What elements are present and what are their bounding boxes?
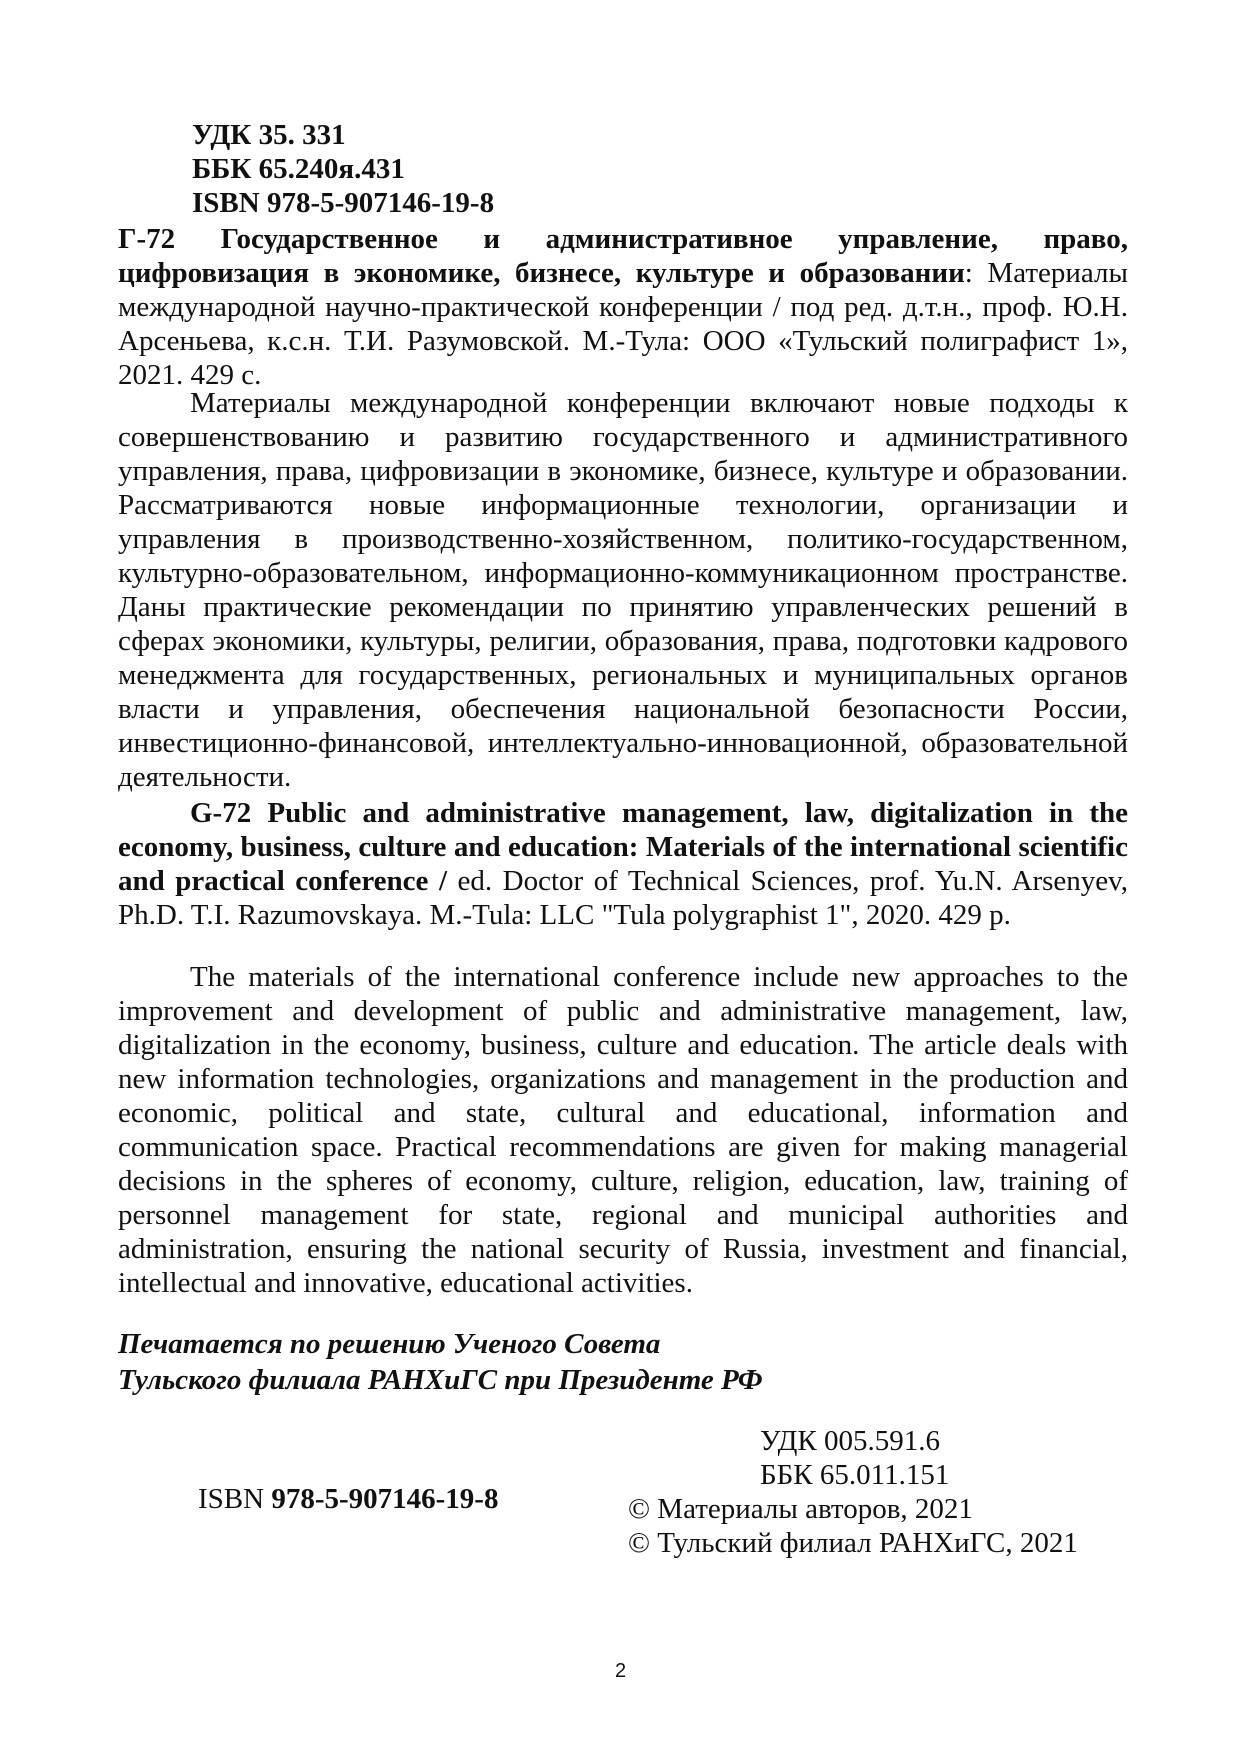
en-abstract: The materials of the international conference include new approaches to the improvement and development of public and administrative management, law, digitalization in the economy, business, culture and education. The article deals with new information technologies, organizations and management in the production and economic, political and state, cultural and educational, information and communication space. Practical recommendations are given for making managerial decisions in the spheres of economy, culture, religion, education, law, training of personnel management for state, regional and municipal authorities and administration, ensuring the national security of Russia, investment and financial, intellectual and innovative, educational activities. bbox=[118, 961, 1128, 1299]
en-reference-details: ed. Doctor of Technical Sciences, prof. Yu.N. Arsenyev, Ph.D. T.I. Razumovskaya. M.-Tula: LLC "Tula polygraphist 1", 2020. 429 p. bbox=[118, 865, 1128, 931]
ru-abstract: Материалы международной конференции включают новые подходы к совершенствованию и развитию государственного и административного управления, права, цифровизации в экономике, бизнесе, культуре и образовании. Рассматриваются новые информационные технологии, организации и управления в производственно-хозяйственном, политико-государственном, культурно-образовательном, информационно-коммуникационном пространстве. Даны практические рекомендации по принятию управленческих решений в сферах экономики, культуры, религии, образования, права, подготовки кадрового менеджмента для государственных, региональных и муниципальных органов власти и управления, обеспечения национальной безопасности России, инвестиционно-финансовой, интеллектуально-инновационной, образовательной деятельности. bbox=[118, 387, 1128, 793]
ru-reference-title: Г-72 Государственное и административное управление, право, цифровизация в экономике, бизнесе, культуре и образовании bbox=[118, 223, 1128, 289]
imprint-note bbox=[118, 1326, 763, 1398]
footer-codes bbox=[760, 1424, 949, 1492]
ru-reference-details: : Материалы международной научно-практической конференции / под ред. д.т.н., проф. Ю.Н. Арсеньева, к.с.н. Т.И. Разумовской. М.-Тула: ООО «Тульский полиграфист 1», 2021. 429 с. bbox=[118, 257, 1128, 391]
footer-isbn-number: 978-5-907146-19-8 bbox=[271, 1483, 499, 1515]
footer-isbn bbox=[198, 1482, 498, 1516]
en-bibliographic-reference bbox=[118, 796, 1128, 932]
footer-isbn-label: ISBN bbox=[198, 1483, 265, 1515]
bbk-code: ББК 65.240я.431 bbox=[192, 153, 405, 185]
page-number: 2 bbox=[614, 1660, 627, 1682]
classification-codes bbox=[192, 118, 1202, 220]
copyright-authors: © Материалы авторов, 2021 bbox=[628, 1493, 973, 1525]
isbn-code: ISBN 978-5-907146-19-8 bbox=[192, 187, 495, 219]
copyright-branch: © Тульский филиал РАНХиГС, 2021 bbox=[628, 1527, 1078, 1559]
ru-bibliographic-reference bbox=[118, 222, 1128, 392]
en-reference-title: G-72 Public and administrative management, law, digitalization in the economy, business, culture and education: Materials of the international scientific and practical conference / bbox=[118, 797, 1128, 897]
udk-code: УДК 35. 331 bbox=[192, 119, 346, 151]
footer-udk: УДК 005.591.6 bbox=[760, 1425, 940, 1457]
imprint-line-1: Печатается по решению Ученого Совета bbox=[118, 1328, 661, 1360]
imprint-line-2: Тульского филиала РАНХиГС при Президенте РФ bbox=[118, 1364, 763, 1396]
copyright-notices bbox=[628, 1492, 1078, 1560]
footer-bbk: ББК 65.011.151 bbox=[760, 1459, 950, 1491]
